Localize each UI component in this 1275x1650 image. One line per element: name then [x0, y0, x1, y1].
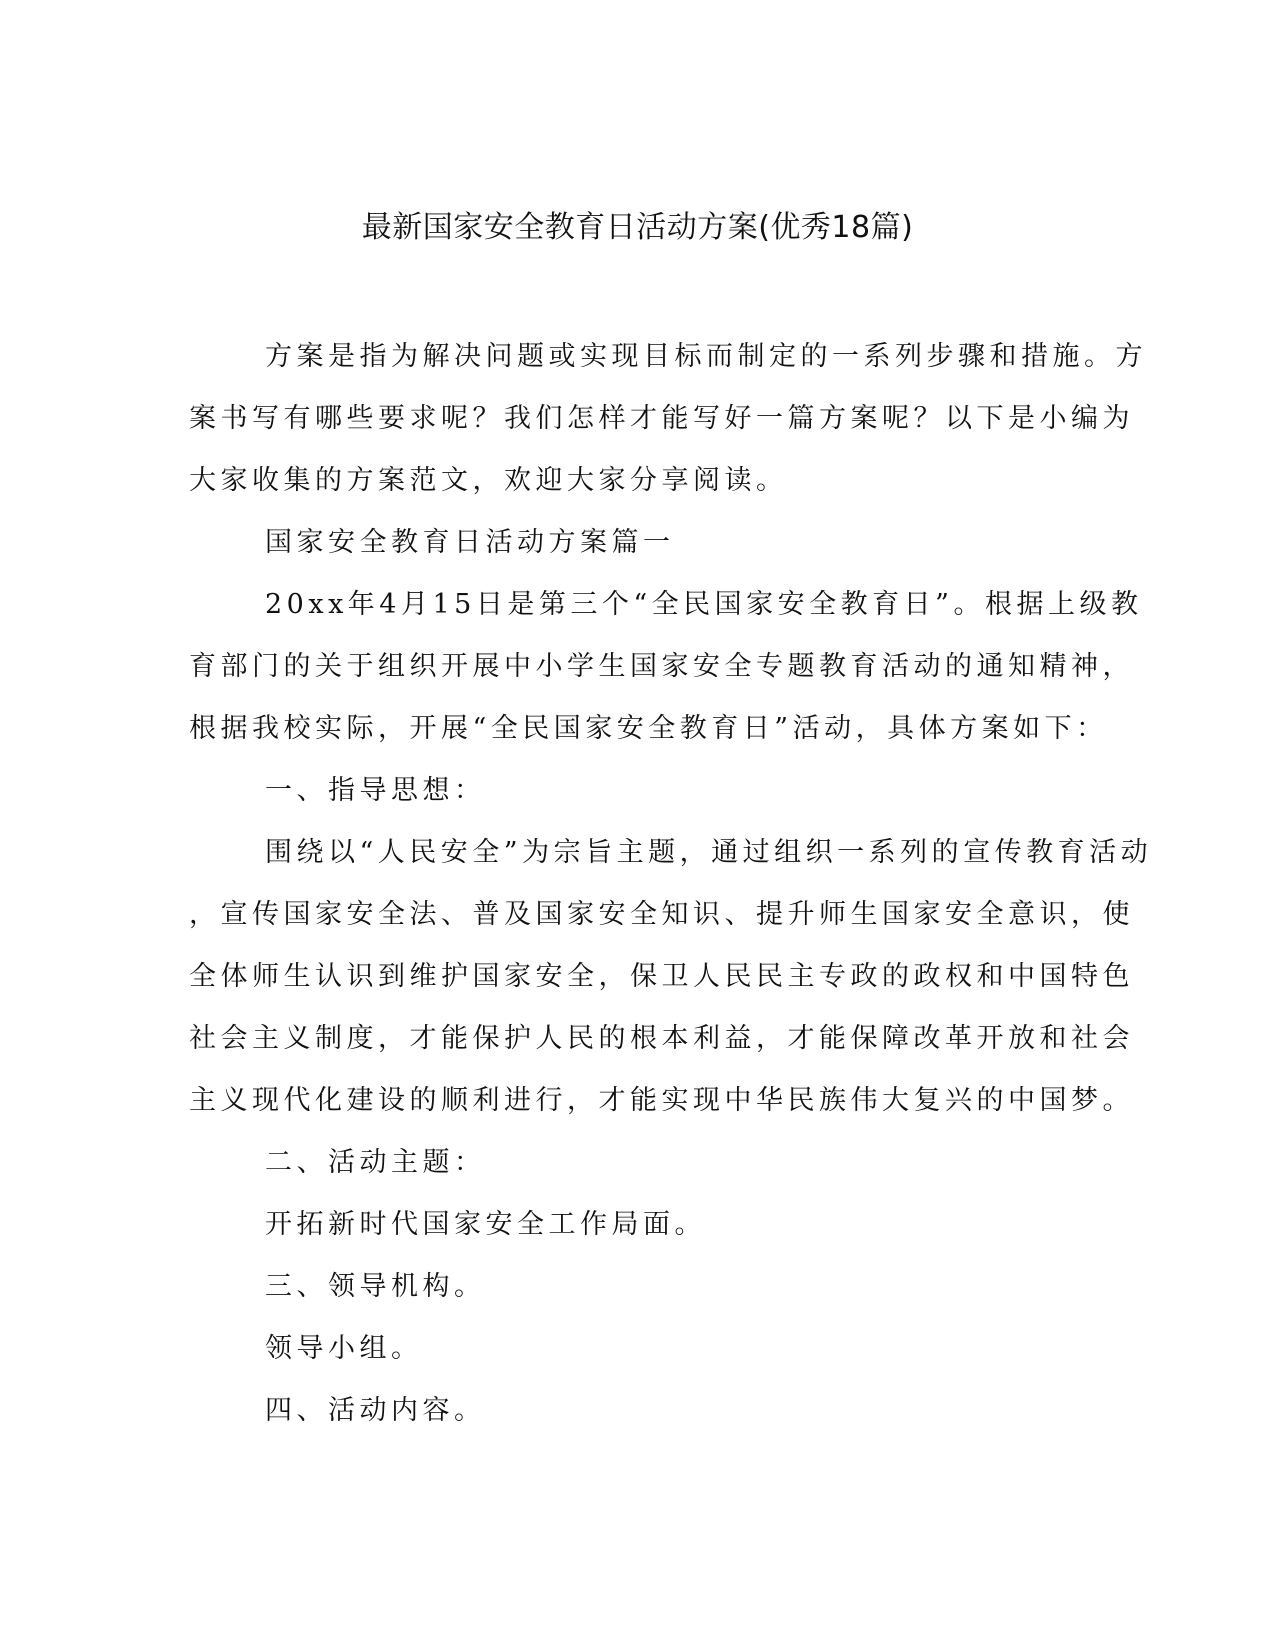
- paragraph-line: 主义现代化建设的顺利进行，才能实现中华民族伟大复兴的中国梦。: [189, 1085, 1134, 1116]
- paragraph-line: 20xx年4月15日是第三个“全民国家安全教育日”。根据上级教: [265, 589, 1143, 620]
- paragraph-line: 社会主义制度，才能保护人民的根本利益，才能保障改革开放和社会: [189, 1023, 1134, 1054]
- paragraph-line: 全体师生认识到维护国家安全，保卫人民民主专政的政权和中国特色: [189, 961, 1134, 992]
- section-heading: 二、活动主题：: [265, 1147, 486, 1178]
- paragraph-line: 大家收集的方案范文，欢迎大家分享阅读。: [189, 465, 788, 496]
- section-heading: 国家安全教育日活动方案篇一: [265, 527, 675, 558]
- paragraph-line: ，宣传国家安全法、普及国家安全知识、提升师生国家安全意识，使: [189, 899, 1134, 930]
- paragraph-line: 案书写有哪些要求呢？我们怎样才能写好一篇方案呢？以下是小编为: [189, 403, 1134, 434]
- section-heading: 四、活动内容。: [265, 1395, 486, 1426]
- document-body: [189, 326, 1153, 1442]
- document-title: 最新国家安全教育日活动方案(优秀18篇): [361, 210, 914, 245]
- paragraph-line: 根据我校实际，开展“全民国家安全教育日”活动，具体方案如下：: [189, 713, 1108, 744]
- paragraph-line: 围绕以“人民安全”为宗旨主题，通过组织一系列的宣传教育活动: [265, 837, 1153, 868]
- paragraph-line: 育部门的关于组织开展中小学生国家安全专题教育活动的通知精神，: [189, 651, 1134, 682]
- paragraph-line: 方案是指为解决问题或实现目标而制定的一系列步骤和措施。方: [265, 341, 1147, 372]
- section-heading: 三、领导机构。: [265, 1271, 486, 1302]
- section-heading: 一、指导思想：: [265, 775, 486, 806]
- paragraph-line: 领导小组。: [265, 1333, 423, 1364]
- paragraph-line: 开拓新时代国家安全工作局面。: [265, 1209, 706, 1240]
